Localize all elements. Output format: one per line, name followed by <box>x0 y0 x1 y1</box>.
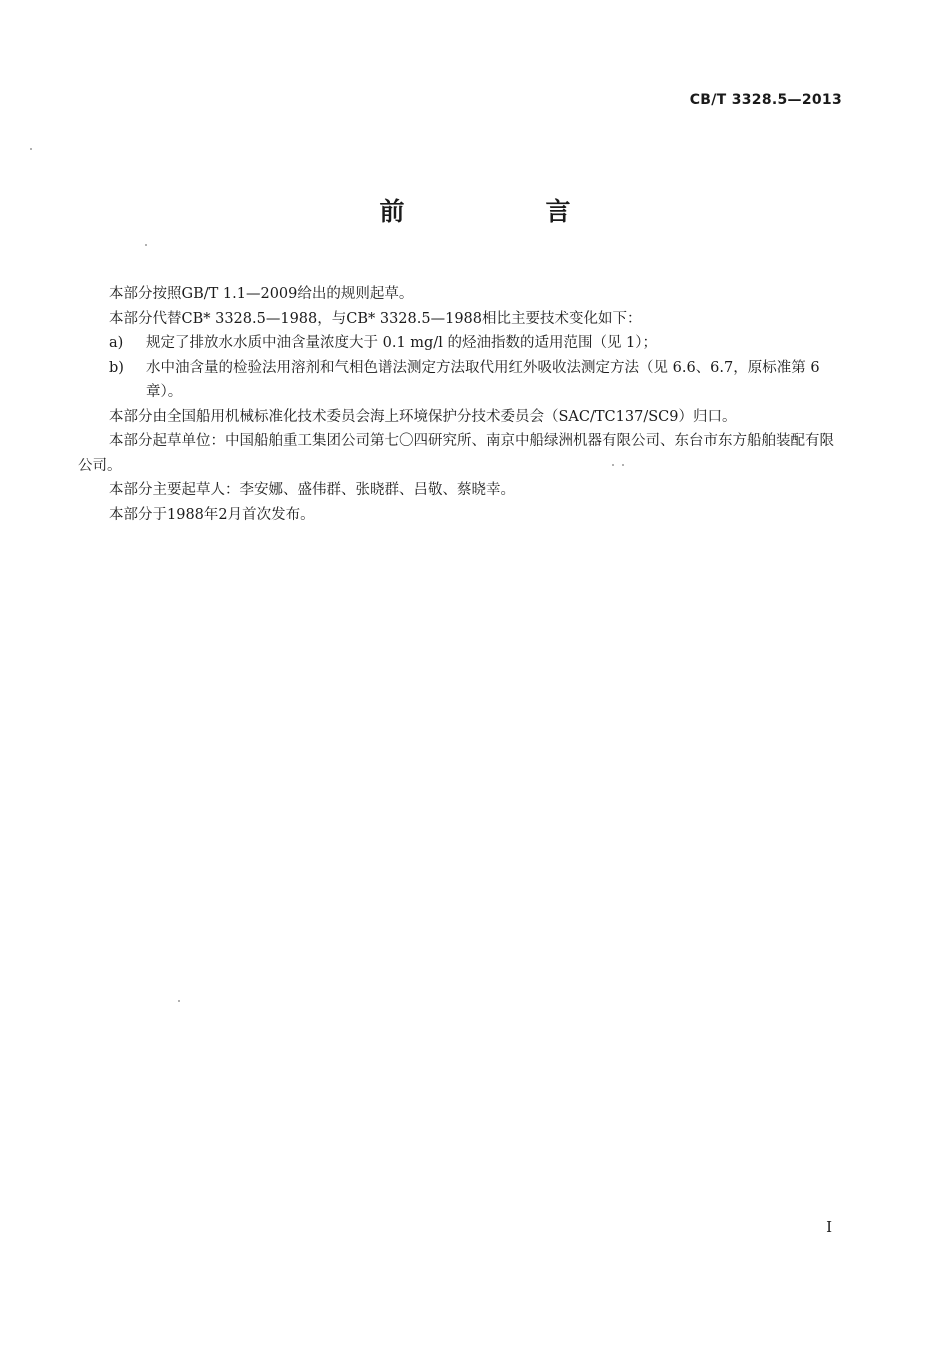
list-item-text: 水中油含量的检验法用溶剂和气相色谱法测定方法取代用红外吸收法测定方法（见 6.6、6.7，原标准第 6 章）。 <box>146 359 820 400</box>
list-item-label: a) <box>109 335 124 351</box>
document-body <box>78 282 842 527</box>
paragraph-committee: 本部分由全国船用机械标准化技术委员会海上环境保护分技术委员会（SAC/TC137/SC9）归口。 <box>109 408 737 425</box>
scan-speck <box>30 148 32 150</box>
standard-code: CB/T 3328.5—2013 <box>689 92 842 108</box>
paragraph-drafting-rules: 本部分按照GB/T 1.1—2009给出的规则起草。 <box>109 286 414 302</box>
list-item-label: b) <box>109 359 124 376</box>
scan-speck <box>622 464 624 466</box>
list-item <box>78 356 842 405</box>
page-title: 前 言 <box>379 197 629 226</box>
scan-speck <box>145 244 147 246</box>
paragraph-first-published: 本部分于1988年2月首次发布。 <box>109 506 315 523</box>
paragraph-drafting-units: 本部分起草单位：中国船舶重工集团公司第七〇四研究所、南京中船绿洲机器有限公司、东台市东方船舶装配有限公司。 <box>78 433 834 474</box>
list-item <box>78 331 842 356</box>
paragraph-replacement: 本部分代替CB* 3328.5—1988，与CB* 3328.5—1988相比主要技术变化如下： <box>109 310 642 327</box>
paragraph-drafters: 本部分主要起草人：李安娜、盛伟群、张晓群、吕敬、蔡晓幸。 <box>109 482 515 498</box>
list-item-text: 规定了排放水水质中油含量浓度大于 0.1 mg/l 的烃油指数的适用范围（见 1）； <box>146 335 658 351</box>
scan-speck <box>178 1000 180 1002</box>
page-number: I <box>826 1218 832 1236</box>
scan-speck <box>612 464 614 466</box>
